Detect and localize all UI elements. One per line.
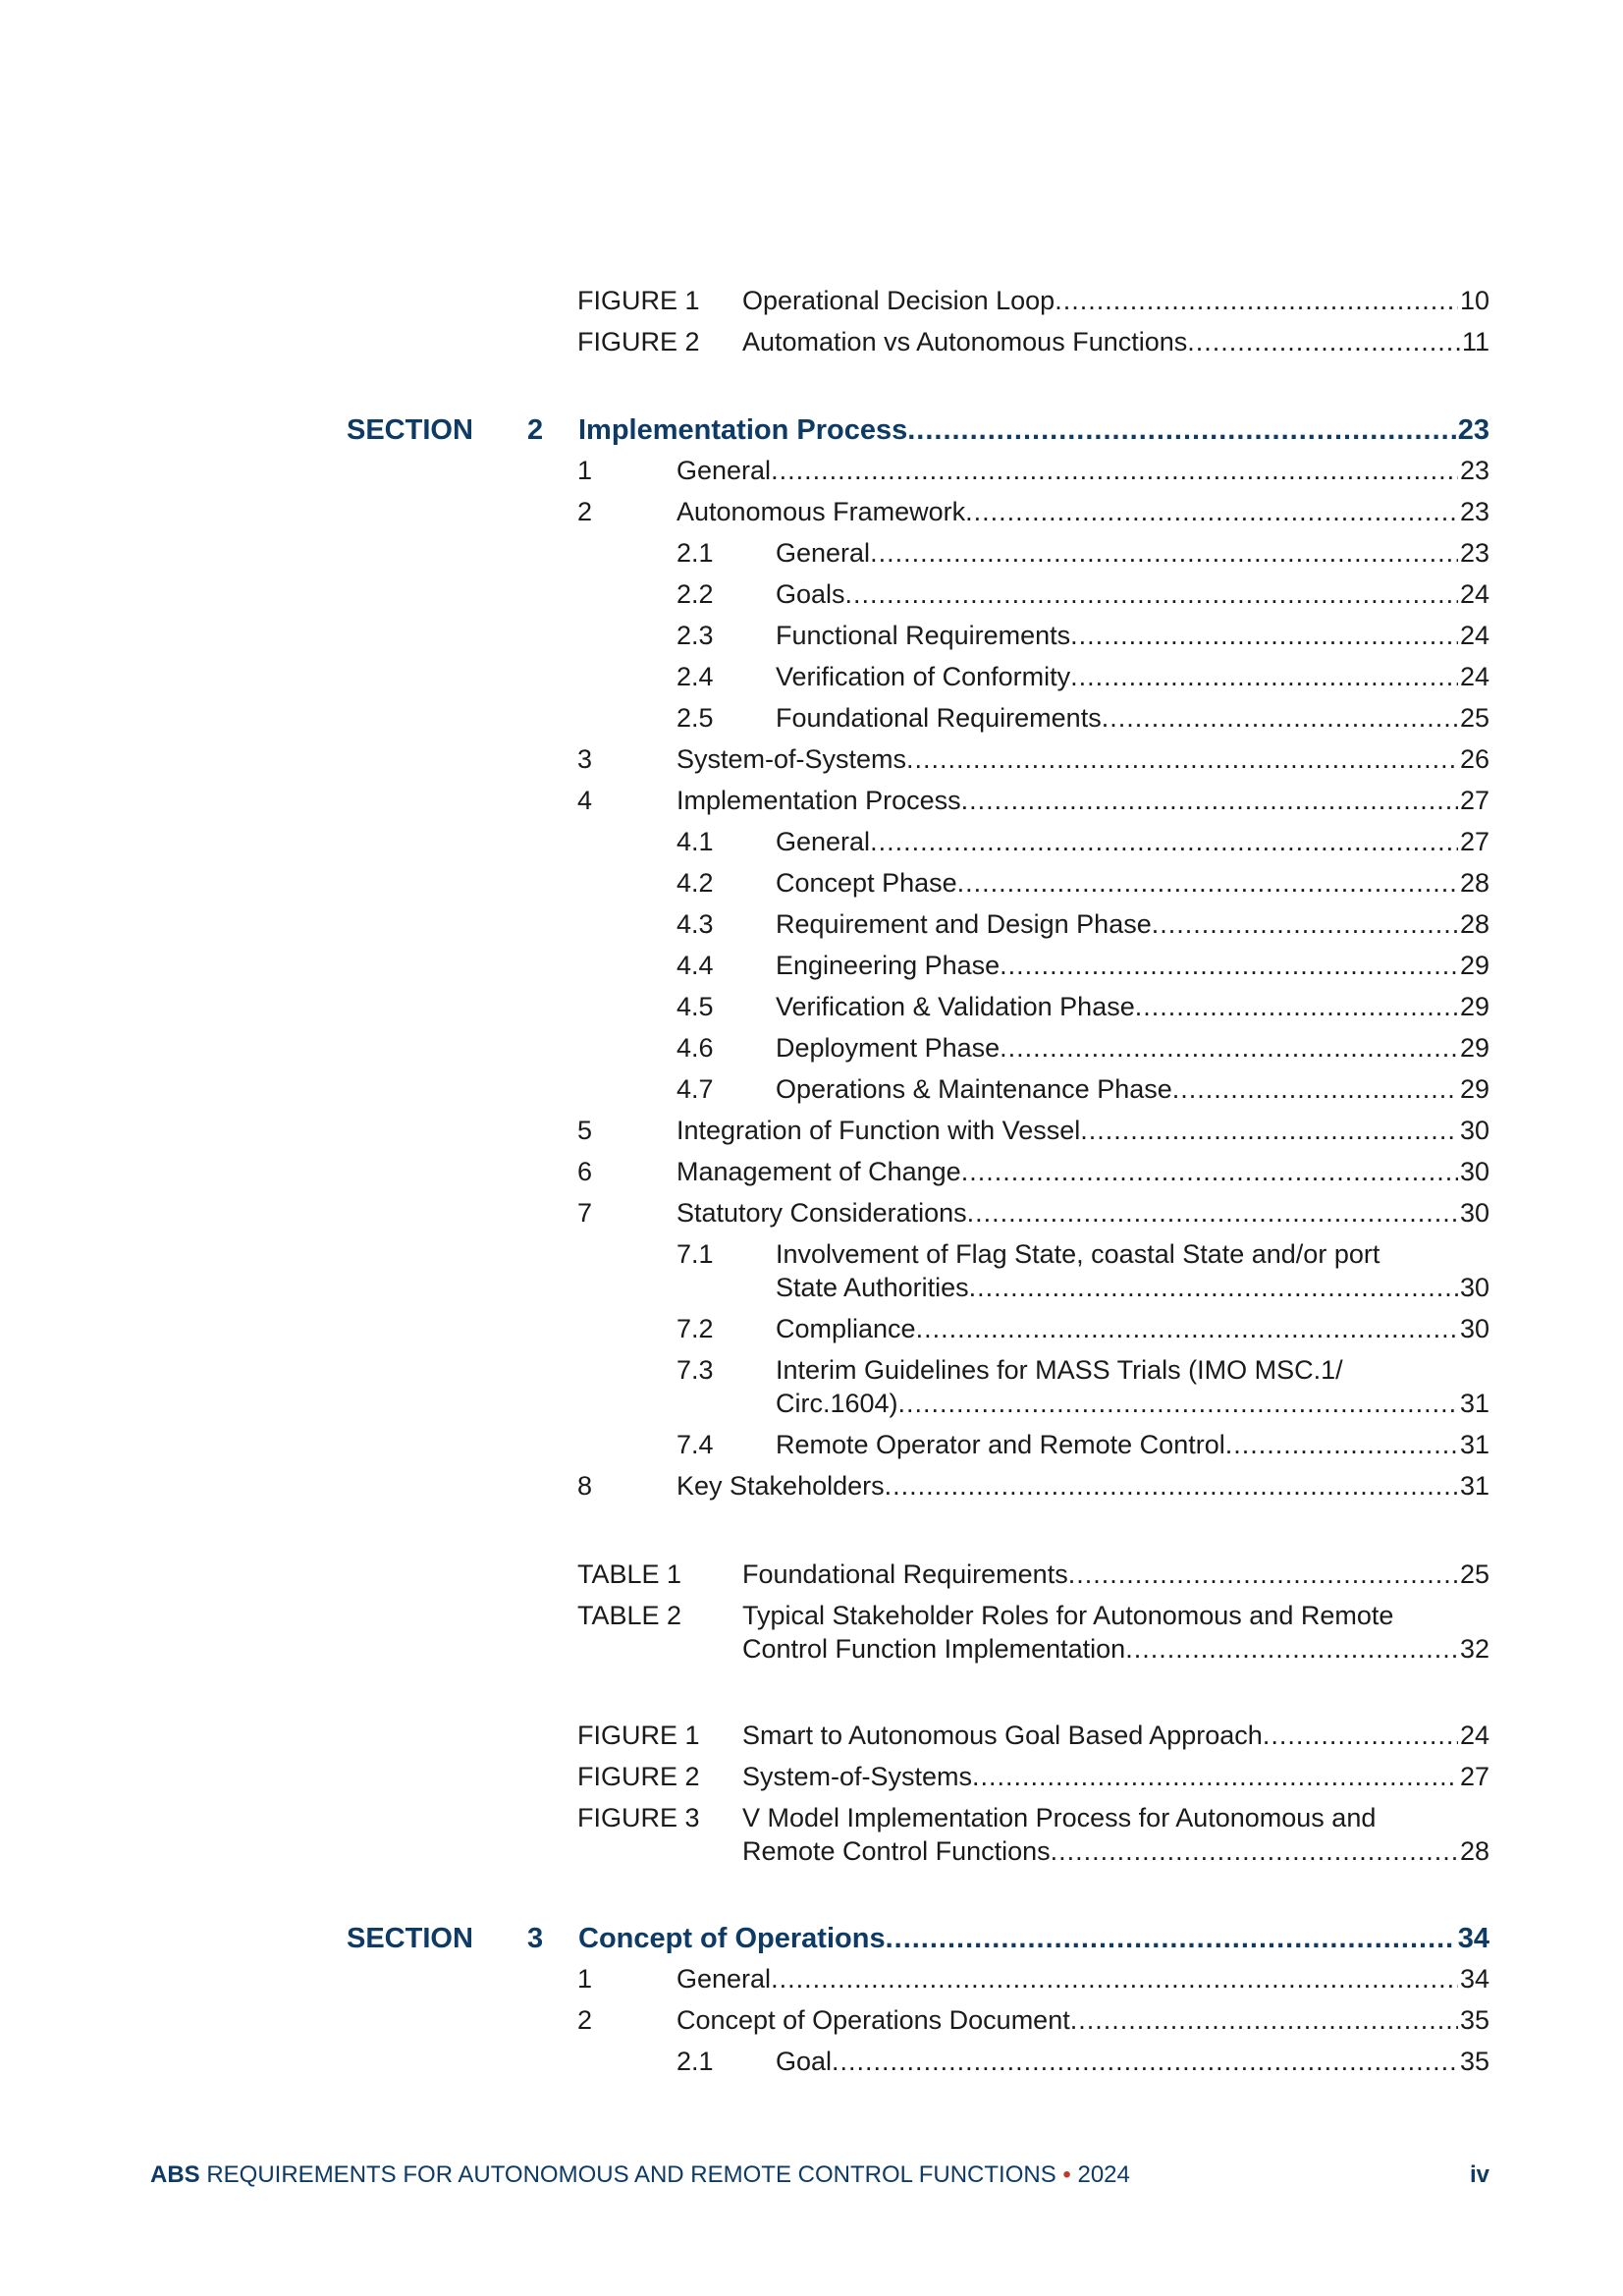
footer-page-number: iv: [1469, 2161, 1489, 2188]
entry-title: Remote Operator and Remote Control: [776, 1430, 1225, 1459]
entry-number: 3: [577, 744, 593, 774]
entry-title: Key Stakeholders: [676, 1471, 885, 1501]
table-title: Control Function Implementation: [742, 1634, 1126, 1664]
page-number: 27: [1459, 1762, 1489, 1791]
entry-number: 2: [577, 497, 593, 526]
entry-title: General: [676, 456, 772, 485]
table-title-line1: Typical Stakeholder Roles for Autonomous and Remote: [742, 1601, 1394, 1630]
entry-number: 7.4: [676, 1430, 714, 1459]
entry-number: 4.3: [676, 909, 714, 939]
entry-title: Operations & Maintenance Phase: [776, 1074, 1172, 1104]
entry-title: Verification of Conformity: [776, 662, 1071, 691]
page-number: 23: [1459, 538, 1489, 568]
page-number: 31: [1459, 1389, 1489, 1418]
entry-title: Autonomous Framework: [676, 497, 966, 526]
page-number: 23: [1459, 456, 1489, 485]
table-label: TABLE 2: [577, 1601, 682, 1630]
page-number: 30: [1459, 1273, 1489, 1302]
entry-number: 8: [577, 1471, 593, 1501]
entry-number: 4.1: [676, 827, 714, 856]
entry-number: 4.7: [676, 1074, 714, 1104]
entry-number: 1: [577, 456, 593, 485]
figure-title-line1: V Model Implementation Process for Autonomous and: [742, 1803, 1377, 1832]
figure-title: Operational Decision Loop: [742, 286, 1055, 315]
entry-number: 7.1: [676, 1239, 714, 1269]
entry-title: Concept Phase: [776, 868, 957, 898]
entry-number: 2.2: [676, 579, 714, 609]
footer-bullet: •: [1062, 2161, 1071, 2188]
entry-title: General: [676, 1964, 772, 1994]
footer-brand: ABS: [150, 2161, 200, 2188]
figure-title: Remote Control Functions: [742, 1836, 1051, 1866]
entry-title: General: [776, 827, 871, 856]
entry-number: 4.6: [676, 1033, 714, 1063]
section-word: SECTION: [347, 414, 473, 446]
entry-number: 2.5: [676, 703, 714, 733]
page-number: 23: [1459, 497, 1489, 526]
table-title: Foundational Requirements: [742, 1559, 1068, 1589]
toc-table-entry[interactable]: [577, 1599, 1489, 1666]
page-number: 30: [1459, 1157, 1489, 1186]
figure-label: FIGURE 1: [577, 286, 700, 315]
entry-number: 4.5: [676, 992, 714, 1021]
entry-title-line1: Involvement of Flag State, coastal State and/or port: [776, 1239, 1380, 1269]
page-number: 24: [1459, 621, 1489, 650]
entry-number: 4.4: [676, 951, 714, 980]
page-number: 29: [1459, 1033, 1489, 1063]
figure-title: Automation vs Autonomous Functions: [742, 327, 1188, 356]
entry-number: 6: [577, 1157, 593, 1186]
entry-title: Goal: [776, 2047, 833, 2076]
entry-number: 4: [577, 786, 593, 815]
page-number: 25: [1459, 703, 1489, 733]
page-number: 35: [1459, 2047, 1489, 2076]
figure-label: FIGURE 1: [577, 1721, 700, 1750]
page-number: 29: [1459, 951, 1489, 980]
entry-number: 4.2: [676, 868, 714, 898]
entry-title: Management of Change: [676, 1157, 961, 1186]
page-number: 26: [1459, 744, 1489, 774]
page-number: 27: [1459, 786, 1489, 815]
page-number: 24: [1459, 579, 1489, 609]
section-word: SECTION: [347, 1923, 473, 1954]
page-number: 29: [1459, 992, 1489, 1021]
figure-title: Smart to Autonomous Goal Based Approach: [742, 1721, 1263, 1750]
entry-title: General: [776, 538, 871, 568]
entry-title: Requirement and Design Phase: [776, 909, 1152, 939]
page-footer: [150, 2160, 1489, 2190]
page-number: 34: [1459, 1964, 1489, 1994]
entry-number: 7.2: [676, 1314, 714, 1343]
entry-title: Deployment Phase: [776, 1033, 1001, 1063]
entry-number: 2.1: [676, 2047, 714, 2076]
toc-figure-entry[interactable]: [577, 1801, 1489, 1868]
page-number: 35: [1459, 2005, 1489, 2035]
entry-title: Foundational Requirements: [776, 703, 1102, 733]
entry-title: Verification & Validation Phase: [776, 992, 1135, 1021]
page-number: 29: [1459, 1074, 1489, 1104]
entry-title-line1: Interim Guidelines for MASS Trials (IMO MSC.1/: [776, 1355, 1343, 1385]
page-number: 30: [1459, 1314, 1489, 1343]
entry-number: 2.4: [676, 662, 714, 691]
entry-number: 5: [577, 1116, 593, 1145]
toc-subentry[interactable]: [676, 1353, 1489, 1420]
entry-title: Compliance: [776, 1314, 916, 1343]
table-label: TABLE 1: [577, 1559, 682, 1589]
footer-title: REQUIREMENTS FOR AUTONOMOUS AND REMOTE CONTROL FUNCTIONS: [206, 2161, 1056, 2188]
entry-number: 2.3: [676, 621, 714, 650]
page-number: 10: [1459, 286, 1489, 315]
entry-title: State Authorities: [776, 1273, 969, 1302]
page-number: 31: [1459, 1430, 1489, 1459]
page-number: 25: [1459, 1559, 1489, 1589]
page-number: 30: [1459, 1198, 1489, 1228]
section-number: 2: [527, 414, 544, 446]
figure-label: FIGURE 2: [577, 327, 700, 356]
figure-label: FIGURE 3: [577, 1803, 700, 1832]
entry-title: Statutory Considerations: [676, 1198, 967, 1228]
page-number: 30: [1459, 1116, 1489, 1145]
figure-label: FIGURE 2: [577, 1762, 700, 1791]
entry-title: Functional Requirements: [776, 621, 1071, 650]
page-number: 23: [1457, 414, 1489, 446]
page-number: 31: [1459, 1471, 1489, 1501]
entry-number: 7.3: [676, 1355, 714, 1385]
entry-title: Engineering Phase: [776, 951, 1001, 980]
page-number: 34: [1457, 1923, 1489, 1954]
entry-title: Integration of Function with Vessel: [676, 1116, 1081, 1145]
page-number: 27: [1459, 827, 1489, 856]
entry-number: 7: [577, 1198, 593, 1228]
entry-title: System-of-Systems: [676, 744, 907, 774]
page-number: 11: [1461, 327, 1489, 356]
section-title: Concept of Operations: [578, 1923, 886, 1954]
section-number: 3: [527, 1923, 544, 1954]
footer-year: 2024: [1077, 2161, 1130, 2188]
entry-title: Circ.1604): [776, 1389, 898, 1418]
section-title: Implementation Process: [578, 414, 908, 446]
page-number: 32: [1459, 1634, 1489, 1664]
entry-title: Concept of Operations Document: [676, 2005, 1070, 2035]
entry-title: Goals: [776, 579, 845, 609]
page-number: 24: [1459, 662, 1489, 691]
entry-number: 1: [577, 1964, 593, 1994]
entry-number: 2.1: [676, 538, 714, 568]
figure-title: System-of-Systems: [742, 1762, 973, 1791]
page-number: 24: [1459, 1721, 1489, 1750]
entry-title: Implementation Process: [676, 786, 961, 815]
entry-number: 2: [577, 2005, 593, 2035]
page-number: 28: [1459, 1836, 1489, 1866]
page-number: 28: [1459, 909, 1489, 939]
page-number: 28: [1459, 868, 1489, 898]
toc-subentry[interactable]: [676, 1237, 1489, 1304]
